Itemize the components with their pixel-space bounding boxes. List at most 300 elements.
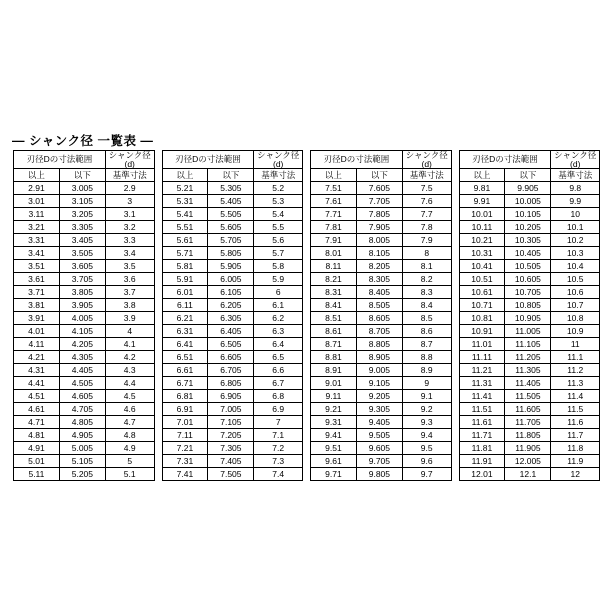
cell-shank: 8.7 bbox=[402, 338, 451, 351]
table-row bbox=[311, 403, 452, 416]
cell-min: 9.91 bbox=[459, 195, 505, 208]
cell-max: 5.305 bbox=[208, 182, 254, 195]
cell-shank: 5 bbox=[105, 455, 154, 468]
header-min: 以上 bbox=[162, 169, 208, 182]
cell-shank: 12 bbox=[551, 468, 600, 481]
cell-max: 12.1 bbox=[505, 468, 551, 481]
cell-max: 7.805 bbox=[356, 208, 402, 221]
table-header-sub-row bbox=[162, 169, 303, 182]
cell-max: 6.905 bbox=[208, 390, 254, 403]
cell-min: 3.81 bbox=[14, 299, 60, 312]
table-row bbox=[459, 351, 600, 364]
cell-min: 7.61 bbox=[311, 195, 357, 208]
cell-min: 10.41 bbox=[459, 260, 505, 273]
cell-max: 8.505 bbox=[356, 299, 402, 312]
shank-table-1 bbox=[13, 150, 155, 481]
cell-min: 9.51 bbox=[311, 442, 357, 455]
table-row bbox=[162, 195, 303, 208]
cell-max: 7.105 bbox=[208, 416, 254, 429]
table-row bbox=[14, 390, 155, 403]
cell-max: 10.305 bbox=[505, 234, 551, 247]
cell-shank: 11.5 bbox=[551, 403, 600, 416]
cell-shank: 9.4 bbox=[402, 429, 451, 442]
cell-shank: 9.9 bbox=[551, 195, 600, 208]
cell-min: 7.41 bbox=[162, 468, 208, 481]
cell-min: 3.41 bbox=[14, 247, 60, 260]
cell-max: 11.405 bbox=[505, 377, 551, 390]
cell-max: 6.605 bbox=[208, 351, 254, 364]
cell-min: 8.11 bbox=[311, 260, 357, 273]
cell-max: 7.305 bbox=[208, 442, 254, 455]
cell-shank: 2.9 bbox=[105, 182, 154, 195]
cell-max: 11.605 bbox=[505, 403, 551, 416]
cell-shank: 3.9 bbox=[105, 312, 154, 325]
header-min: 以上 bbox=[459, 169, 505, 182]
cell-shank: 3.1 bbox=[105, 208, 154, 221]
cell-max: 9.505 bbox=[356, 429, 402, 442]
header-diameter-range: 刃径Dの寸法範囲 bbox=[14, 151, 106, 169]
cell-shank: 6.8 bbox=[254, 390, 303, 403]
cell-max: 4.705 bbox=[59, 403, 105, 416]
table-row bbox=[459, 208, 600, 221]
cell-max: 3.005 bbox=[59, 182, 105, 195]
cell-max: 6.705 bbox=[208, 364, 254, 377]
table-row bbox=[459, 312, 600, 325]
table-row bbox=[14, 312, 155, 325]
table-row bbox=[162, 325, 303, 338]
table-row bbox=[311, 195, 452, 208]
cell-max: 10.905 bbox=[505, 312, 551, 325]
cell-min: 7.71 bbox=[311, 208, 357, 221]
cell-max: 4.305 bbox=[59, 351, 105, 364]
cell-max: 5.505 bbox=[208, 208, 254, 221]
table-row bbox=[459, 234, 600, 247]
table-row bbox=[162, 455, 303, 468]
cell-max: 4.505 bbox=[59, 377, 105, 390]
cell-min: 3.71 bbox=[14, 286, 60, 299]
cell-max: 3.905 bbox=[59, 299, 105, 312]
cell-shank: 8.4 bbox=[402, 299, 451, 312]
cell-max: 8.805 bbox=[356, 338, 402, 351]
cell-shank: 4.6 bbox=[105, 403, 154, 416]
cell-max: 8.705 bbox=[356, 325, 402, 338]
table-row bbox=[311, 182, 452, 195]
table-row bbox=[162, 403, 303, 416]
table-row bbox=[311, 234, 452, 247]
table-row bbox=[459, 195, 600, 208]
cell-max: 4.005 bbox=[59, 312, 105, 325]
cell-shank: 7.8 bbox=[402, 221, 451, 234]
cell-shank: 10.1 bbox=[551, 221, 600, 234]
cell-shank: 6 bbox=[254, 286, 303, 299]
header-max: 以下 bbox=[356, 169, 402, 182]
table-row bbox=[14, 234, 155, 247]
table-row bbox=[14, 338, 155, 351]
cell-min: 7.31 bbox=[162, 455, 208, 468]
cell-min: 11.31 bbox=[459, 377, 505, 390]
table-header-sub-row bbox=[459, 169, 600, 182]
table-row bbox=[311, 338, 452, 351]
table-row bbox=[311, 208, 452, 221]
cell-min: 9.11 bbox=[311, 390, 357, 403]
table-row bbox=[311, 260, 452, 273]
header-shank-diameter: シャンク径 (d) bbox=[105, 151, 154, 169]
cell-min: 9.01 bbox=[311, 377, 357, 390]
cell-max: 4.605 bbox=[59, 390, 105, 403]
table-row bbox=[459, 286, 600, 299]
cell-max: 3.205 bbox=[59, 208, 105, 221]
cell-min: 7.01 bbox=[162, 416, 208, 429]
cell-shank: 5.1 bbox=[105, 468, 154, 481]
cell-shank: 11.7 bbox=[551, 429, 600, 442]
cell-shank: 7.6 bbox=[402, 195, 451, 208]
cell-shank: 3.6 bbox=[105, 273, 154, 286]
cell-max: 7.205 bbox=[208, 429, 254, 442]
table-row bbox=[14, 403, 155, 416]
table-row bbox=[14, 221, 155, 234]
table-row bbox=[459, 364, 600, 377]
table-row bbox=[311, 455, 452, 468]
cell-min: 9.81 bbox=[459, 182, 505, 195]
cell-max: 9.605 bbox=[356, 442, 402, 455]
cell-shank: 11.2 bbox=[551, 364, 600, 377]
table-row bbox=[162, 390, 303, 403]
cell-shank: 4.2 bbox=[105, 351, 154, 364]
cell-shank: 10.9 bbox=[551, 325, 600, 338]
cell-min: 10.81 bbox=[459, 312, 505, 325]
cell-shank: 10.4 bbox=[551, 260, 600, 273]
cell-min: 8.61 bbox=[311, 325, 357, 338]
cell-max: 9.905 bbox=[505, 182, 551, 195]
cell-max: 8.305 bbox=[356, 273, 402, 286]
cell-shank: 7.7 bbox=[402, 208, 451, 221]
cell-max: 8.405 bbox=[356, 286, 402, 299]
cell-shank: 5.8 bbox=[254, 260, 303, 273]
cell-min: 3.91 bbox=[14, 312, 60, 325]
cell-min: 11.91 bbox=[459, 455, 505, 468]
table-row bbox=[459, 338, 600, 351]
table-row bbox=[311, 442, 452, 455]
cell-shank: 5.9 bbox=[254, 273, 303, 286]
header-shank-diameter: シャンク径 (d) bbox=[254, 151, 303, 169]
cell-min: 6.71 bbox=[162, 377, 208, 390]
header-diameter-range: 刃径Dの寸法範囲 bbox=[162, 151, 254, 169]
table-row bbox=[162, 286, 303, 299]
table-row bbox=[162, 429, 303, 442]
table-row bbox=[14, 247, 155, 260]
cell-shank: 3.3 bbox=[105, 234, 154, 247]
header-min: 以上 bbox=[311, 169, 357, 182]
cell-shank: 7.9 bbox=[402, 234, 451, 247]
cell-shank: 10.3 bbox=[551, 247, 600, 260]
table-row bbox=[162, 299, 303, 312]
table-row bbox=[162, 182, 303, 195]
header-diameter-range: 刃径Dの寸法範囲 bbox=[311, 151, 403, 169]
cell-min: 4.31 bbox=[14, 364, 60, 377]
cell-min: 10.51 bbox=[459, 273, 505, 286]
cell-min: 5.51 bbox=[162, 221, 208, 234]
table-row bbox=[311, 221, 452, 234]
cell-min: 12.01 bbox=[459, 468, 505, 481]
table-row bbox=[14, 286, 155, 299]
cell-shank: 10.7 bbox=[551, 299, 600, 312]
table-row bbox=[311, 312, 452, 325]
cell-min: 6.81 bbox=[162, 390, 208, 403]
cell-min: 9.61 bbox=[311, 455, 357, 468]
table-row bbox=[162, 351, 303, 364]
cell-max: 3.705 bbox=[59, 273, 105, 286]
table-row bbox=[311, 468, 452, 481]
table-header-group-row bbox=[14, 151, 155, 169]
table-row bbox=[14, 299, 155, 312]
cell-max: 11.905 bbox=[505, 442, 551, 455]
cell-max: 3.805 bbox=[59, 286, 105, 299]
cell-min: 11.01 bbox=[459, 338, 505, 351]
cell-min: 11.21 bbox=[459, 364, 505, 377]
cell-min: 11.81 bbox=[459, 442, 505, 455]
cell-min: 6.01 bbox=[162, 286, 208, 299]
shank-table-4 bbox=[459, 150, 600, 481]
table-row bbox=[459, 468, 600, 481]
cell-max: 10.505 bbox=[505, 260, 551, 273]
cell-shank: 3.7 bbox=[105, 286, 154, 299]
cell-min: 6.21 bbox=[162, 312, 208, 325]
table-row bbox=[14, 208, 155, 221]
cell-shank: 4.9 bbox=[105, 442, 154, 455]
header-diameter-range: 刃径Dの寸法範囲 bbox=[459, 151, 551, 169]
cell-shank: 10.5 bbox=[551, 273, 600, 286]
cell-shank: 9.8 bbox=[551, 182, 600, 195]
cell-shank: 9.5 bbox=[402, 442, 451, 455]
table-row bbox=[459, 221, 600, 234]
header-max: 以下 bbox=[59, 169, 105, 182]
cell-max: 8.905 bbox=[356, 351, 402, 364]
cell-max: 5.205 bbox=[59, 468, 105, 481]
cell-min: 8.31 bbox=[311, 286, 357, 299]
header-max: 以下 bbox=[505, 169, 551, 182]
cell-shank: 7.5 bbox=[402, 182, 451, 195]
cell-shank: 5.3 bbox=[254, 195, 303, 208]
cell-min: 4.71 bbox=[14, 416, 60, 429]
cell-min: 3.31 bbox=[14, 234, 60, 247]
cell-max: 10.005 bbox=[505, 195, 551, 208]
cell-max: 11.705 bbox=[505, 416, 551, 429]
cell-max: 9.105 bbox=[356, 377, 402, 390]
cell-min: 3.51 bbox=[14, 260, 60, 273]
cell-min: 6.61 bbox=[162, 364, 208, 377]
cell-max: 11.805 bbox=[505, 429, 551, 442]
table-row bbox=[14, 442, 155, 455]
cell-min: 6.91 bbox=[162, 403, 208, 416]
table-header-sub-row bbox=[14, 169, 155, 182]
cell-max: 10.105 bbox=[505, 208, 551, 221]
cell-max: 7.905 bbox=[356, 221, 402, 234]
cell-max: 11.105 bbox=[505, 338, 551, 351]
cell-shank: 10 bbox=[551, 208, 600, 221]
cell-min: 7.91 bbox=[311, 234, 357, 247]
cell-min: 6.41 bbox=[162, 338, 208, 351]
cell-min: 4.81 bbox=[14, 429, 60, 442]
cell-min: 8.41 bbox=[311, 299, 357, 312]
cell-shank: 4.1 bbox=[105, 338, 154, 351]
cell-shank: 6.3 bbox=[254, 325, 303, 338]
table-row bbox=[14, 195, 155, 208]
cell-min: 10.71 bbox=[459, 299, 505, 312]
cell-min: 3.21 bbox=[14, 221, 60, 234]
header-shank-diameter: シャンク径 (d) bbox=[402, 151, 451, 169]
cell-min: 7.11 bbox=[162, 429, 208, 442]
cell-min: 10.31 bbox=[459, 247, 505, 260]
cell-max: 6.005 bbox=[208, 273, 254, 286]
cell-min: 5.91 bbox=[162, 273, 208, 286]
cell-min: 6.11 bbox=[162, 299, 208, 312]
cell-shank: 10.2 bbox=[551, 234, 600, 247]
cell-shank: 4.4 bbox=[105, 377, 154, 390]
cell-min: 5.71 bbox=[162, 247, 208, 260]
cell-min: 3.11 bbox=[14, 208, 60, 221]
cell-shank: 6.9 bbox=[254, 403, 303, 416]
cell-shank: 9.2 bbox=[402, 403, 451, 416]
cell-shank: 7 bbox=[254, 416, 303, 429]
cell-shank: 9.6 bbox=[402, 455, 451, 468]
cell-shank: 4.7 bbox=[105, 416, 154, 429]
table-row bbox=[162, 468, 303, 481]
cell-shank: 3.2 bbox=[105, 221, 154, 234]
cell-max: 3.305 bbox=[59, 221, 105, 234]
cell-min: 4.41 bbox=[14, 377, 60, 390]
cell-shank: 6.5 bbox=[254, 351, 303, 364]
cell-min: 9.31 bbox=[311, 416, 357, 429]
cell-max: 7.705 bbox=[356, 195, 402, 208]
cell-min: 4.01 bbox=[14, 325, 60, 338]
cell-max: 5.905 bbox=[208, 260, 254, 273]
cell-max: 11.505 bbox=[505, 390, 551, 403]
cell-min: 7.51 bbox=[311, 182, 357, 195]
table-row bbox=[459, 273, 600, 286]
table-row bbox=[162, 338, 303, 351]
table-row bbox=[14, 377, 155, 390]
cell-max: 5.405 bbox=[208, 195, 254, 208]
cell-min: 7.21 bbox=[162, 442, 208, 455]
cell-min: 6.31 bbox=[162, 325, 208, 338]
table-row bbox=[311, 351, 452, 364]
cell-shank: 11.3 bbox=[551, 377, 600, 390]
table-row bbox=[14, 364, 155, 377]
cell-min: 4.61 bbox=[14, 403, 60, 416]
table-row bbox=[162, 442, 303, 455]
cell-min: 4.51 bbox=[14, 390, 60, 403]
cell-shank: 6.1 bbox=[254, 299, 303, 312]
cell-min: 10.91 bbox=[459, 325, 505, 338]
table-header-sub-row bbox=[311, 169, 452, 182]
cell-max: 9.305 bbox=[356, 403, 402, 416]
cell-shank: 7.1 bbox=[254, 429, 303, 442]
cell-shank: 3.5 bbox=[105, 260, 154, 273]
header-nominal: 基準寸法 bbox=[551, 169, 600, 182]
cell-shank: 5.4 bbox=[254, 208, 303, 221]
cell-min: 8.51 bbox=[311, 312, 357, 325]
cell-max: 4.805 bbox=[59, 416, 105, 429]
cell-max: 10.705 bbox=[505, 286, 551, 299]
cell-shank: 6.7 bbox=[254, 377, 303, 390]
shank-table-3 bbox=[310, 150, 452, 481]
cell-max: 10.605 bbox=[505, 273, 551, 286]
cell-max: 8.205 bbox=[356, 260, 402, 273]
header-nominal: 基準寸法 bbox=[402, 169, 451, 182]
cell-min: 10.21 bbox=[459, 234, 505, 247]
cell-shank: 8.8 bbox=[402, 351, 451, 364]
cell-shank: 3.8 bbox=[105, 299, 154, 312]
table-row bbox=[311, 377, 452, 390]
table-row bbox=[311, 416, 452, 429]
cell-shank: 7.2 bbox=[254, 442, 303, 455]
cell-max: 7.405 bbox=[208, 455, 254, 468]
header-min: 以上 bbox=[14, 169, 60, 182]
table-row bbox=[162, 364, 303, 377]
cell-shank: 9 bbox=[402, 377, 451, 390]
cell-min: 8.21 bbox=[311, 273, 357, 286]
cell-max: 11.005 bbox=[505, 325, 551, 338]
cell-min: 11.51 bbox=[459, 403, 505, 416]
cell-max: 10.205 bbox=[505, 221, 551, 234]
cell-min: 5.21 bbox=[162, 182, 208, 195]
cell-max: 6.505 bbox=[208, 338, 254, 351]
cell-min: 9.21 bbox=[311, 403, 357, 416]
table-row bbox=[14, 260, 155, 273]
table-row bbox=[162, 312, 303, 325]
table-row bbox=[162, 273, 303, 286]
cell-shank: 4 bbox=[105, 325, 154, 338]
cell-shank: 8.6 bbox=[402, 325, 451, 338]
cell-min: 9.71 bbox=[311, 468, 357, 481]
cell-shank: 11.6 bbox=[551, 416, 600, 429]
header-max: 以下 bbox=[208, 169, 254, 182]
cell-max: 9.005 bbox=[356, 364, 402, 377]
table-row bbox=[459, 325, 600, 338]
cell-min: 7.81 bbox=[311, 221, 357, 234]
table-row bbox=[459, 247, 600, 260]
table-row bbox=[14, 455, 155, 468]
cell-shank: 7.3 bbox=[254, 455, 303, 468]
cell-min: 5.81 bbox=[162, 260, 208, 273]
table-row bbox=[14, 182, 155, 195]
cell-max: 9.205 bbox=[356, 390, 402, 403]
cell-shank: 8 bbox=[402, 247, 451, 260]
cell-min: 8.91 bbox=[311, 364, 357, 377]
cell-min: 11.61 bbox=[459, 416, 505, 429]
cell-min: 4.21 bbox=[14, 351, 60, 364]
cell-min: 3.01 bbox=[14, 195, 60, 208]
cell-max: 7.505 bbox=[208, 468, 254, 481]
cell-max: 4.905 bbox=[59, 429, 105, 442]
cell-shank: 8.1 bbox=[402, 260, 451, 273]
cell-shank: 6.4 bbox=[254, 338, 303, 351]
cell-max: 11.305 bbox=[505, 364, 551, 377]
table-row bbox=[14, 416, 155, 429]
cell-min: 4.91 bbox=[14, 442, 60, 455]
cell-shank: 11 bbox=[551, 338, 600, 351]
table-row bbox=[311, 273, 452, 286]
table-row bbox=[14, 468, 155, 481]
table-row bbox=[311, 247, 452, 260]
cell-shank: 9.7 bbox=[402, 468, 451, 481]
table-row bbox=[459, 442, 600, 455]
cell-shank: 4.3 bbox=[105, 364, 154, 377]
cell-max: 6.305 bbox=[208, 312, 254, 325]
table-header-group-row bbox=[311, 151, 452, 169]
table-row bbox=[311, 299, 452, 312]
cell-max: 8.005 bbox=[356, 234, 402, 247]
